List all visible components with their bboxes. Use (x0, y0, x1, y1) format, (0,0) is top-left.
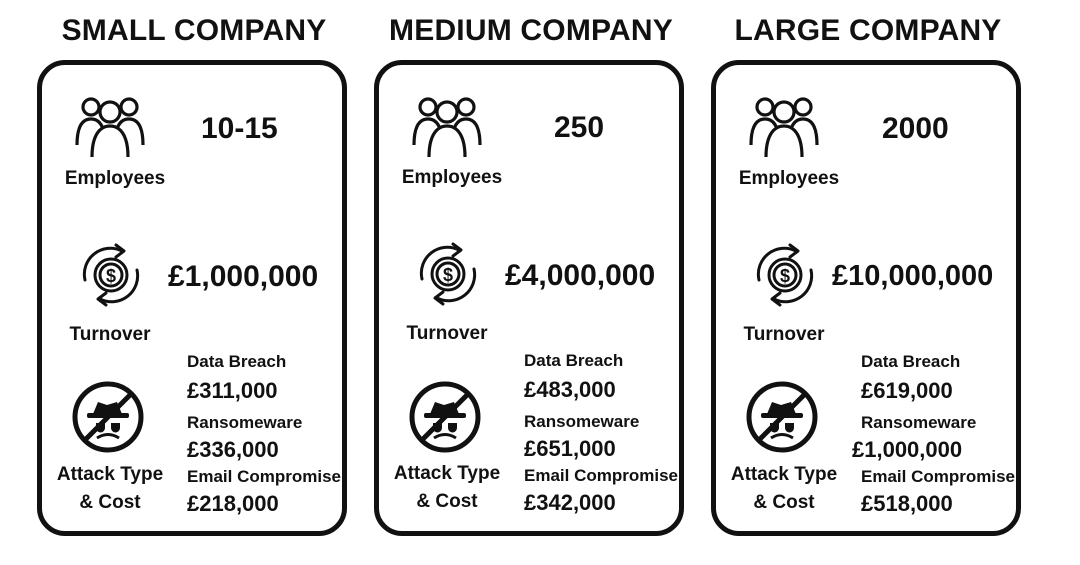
attack-name: Data Breach (187, 352, 287, 371)
company-column-large (708, 0, 1028, 565)
attack-cost: £483,000 (524, 377, 616, 402)
turnover-value: £10,000,000 (832, 260, 994, 292)
attack-name: Data Breach (861, 352, 961, 371)
column-title: LARGE COMPANY (734, 14, 1002, 47)
attack-cost: £651,000 (524, 436, 616, 461)
svg-text:$: $ (442, 265, 454, 285)
attack-label-1: Attack Type (730, 464, 838, 485)
turnover-value: £1,000,000 (168, 260, 319, 293)
attack-cost: £311,000 (187, 378, 278, 403)
money-cycle-icon (746, 242, 824, 308)
employees-value: 2000 (882, 112, 949, 145)
people-group-icon (74, 93, 146, 159)
attack-name: Email Compromise (187, 467, 341, 486)
employees-value: 250 (554, 111, 605, 144)
attack-name: Ransomeware (861, 413, 977, 432)
attack-cost: £218,000 (187, 491, 279, 516)
attack-cost: £1,000,000 (852, 437, 963, 462)
attack-name: Email Compromise (524, 466, 678, 485)
turnover-label: Turnover (406, 323, 488, 344)
no-hacker-icon (71, 380, 145, 454)
column-title: MEDIUM COMPANY (389, 14, 673, 47)
svg-text:$: $ (779, 266, 791, 286)
attack-name: Data Breach (524, 351, 624, 370)
turnover-label: Turnover (69, 324, 151, 345)
money-cycle-icon (72, 242, 150, 308)
svg-text:$: $ (105, 266, 117, 286)
turnover-label: Turnover (743, 324, 825, 345)
attack-cost: £619,000 (861, 378, 953, 403)
attack-cost: £336,000 (187, 437, 279, 462)
employees-label: Employees (64, 168, 166, 189)
attack-label-2: & Cost (79, 492, 141, 513)
turnover-value: £4,000,000 (505, 259, 656, 292)
attack-label-1: Attack Type (56, 464, 164, 485)
no-hacker-icon (745, 380, 819, 454)
column-title: SMALL COMPANY (61, 14, 327, 47)
attack-name: Ransomeware (187, 413, 303, 432)
attack-cost: £342,000 (524, 490, 616, 515)
attack-label-1: Attack Type (393, 463, 501, 484)
company-column-medium (371, 0, 691, 565)
attack-name: Ransomeware (524, 412, 640, 431)
money-cycle-icon (409, 241, 487, 307)
people-group-icon (748, 93, 820, 159)
attack-label-2: & Cost (753, 492, 815, 513)
employees-label: Employees (738, 168, 840, 189)
employees-label: Employees (401, 167, 503, 188)
no-hacker-icon (408, 380, 482, 454)
company-column-small (34, 0, 354, 565)
attack-label-2: & Cost (416, 491, 478, 512)
attack-cost: £518,000 (861, 491, 953, 516)
employees-value: 10-15 (201, 112, 278, 145)
attack-name: Email Compromise (861, 467, 1015, 486)
people-group-icon (411, 93, 483, 159)
